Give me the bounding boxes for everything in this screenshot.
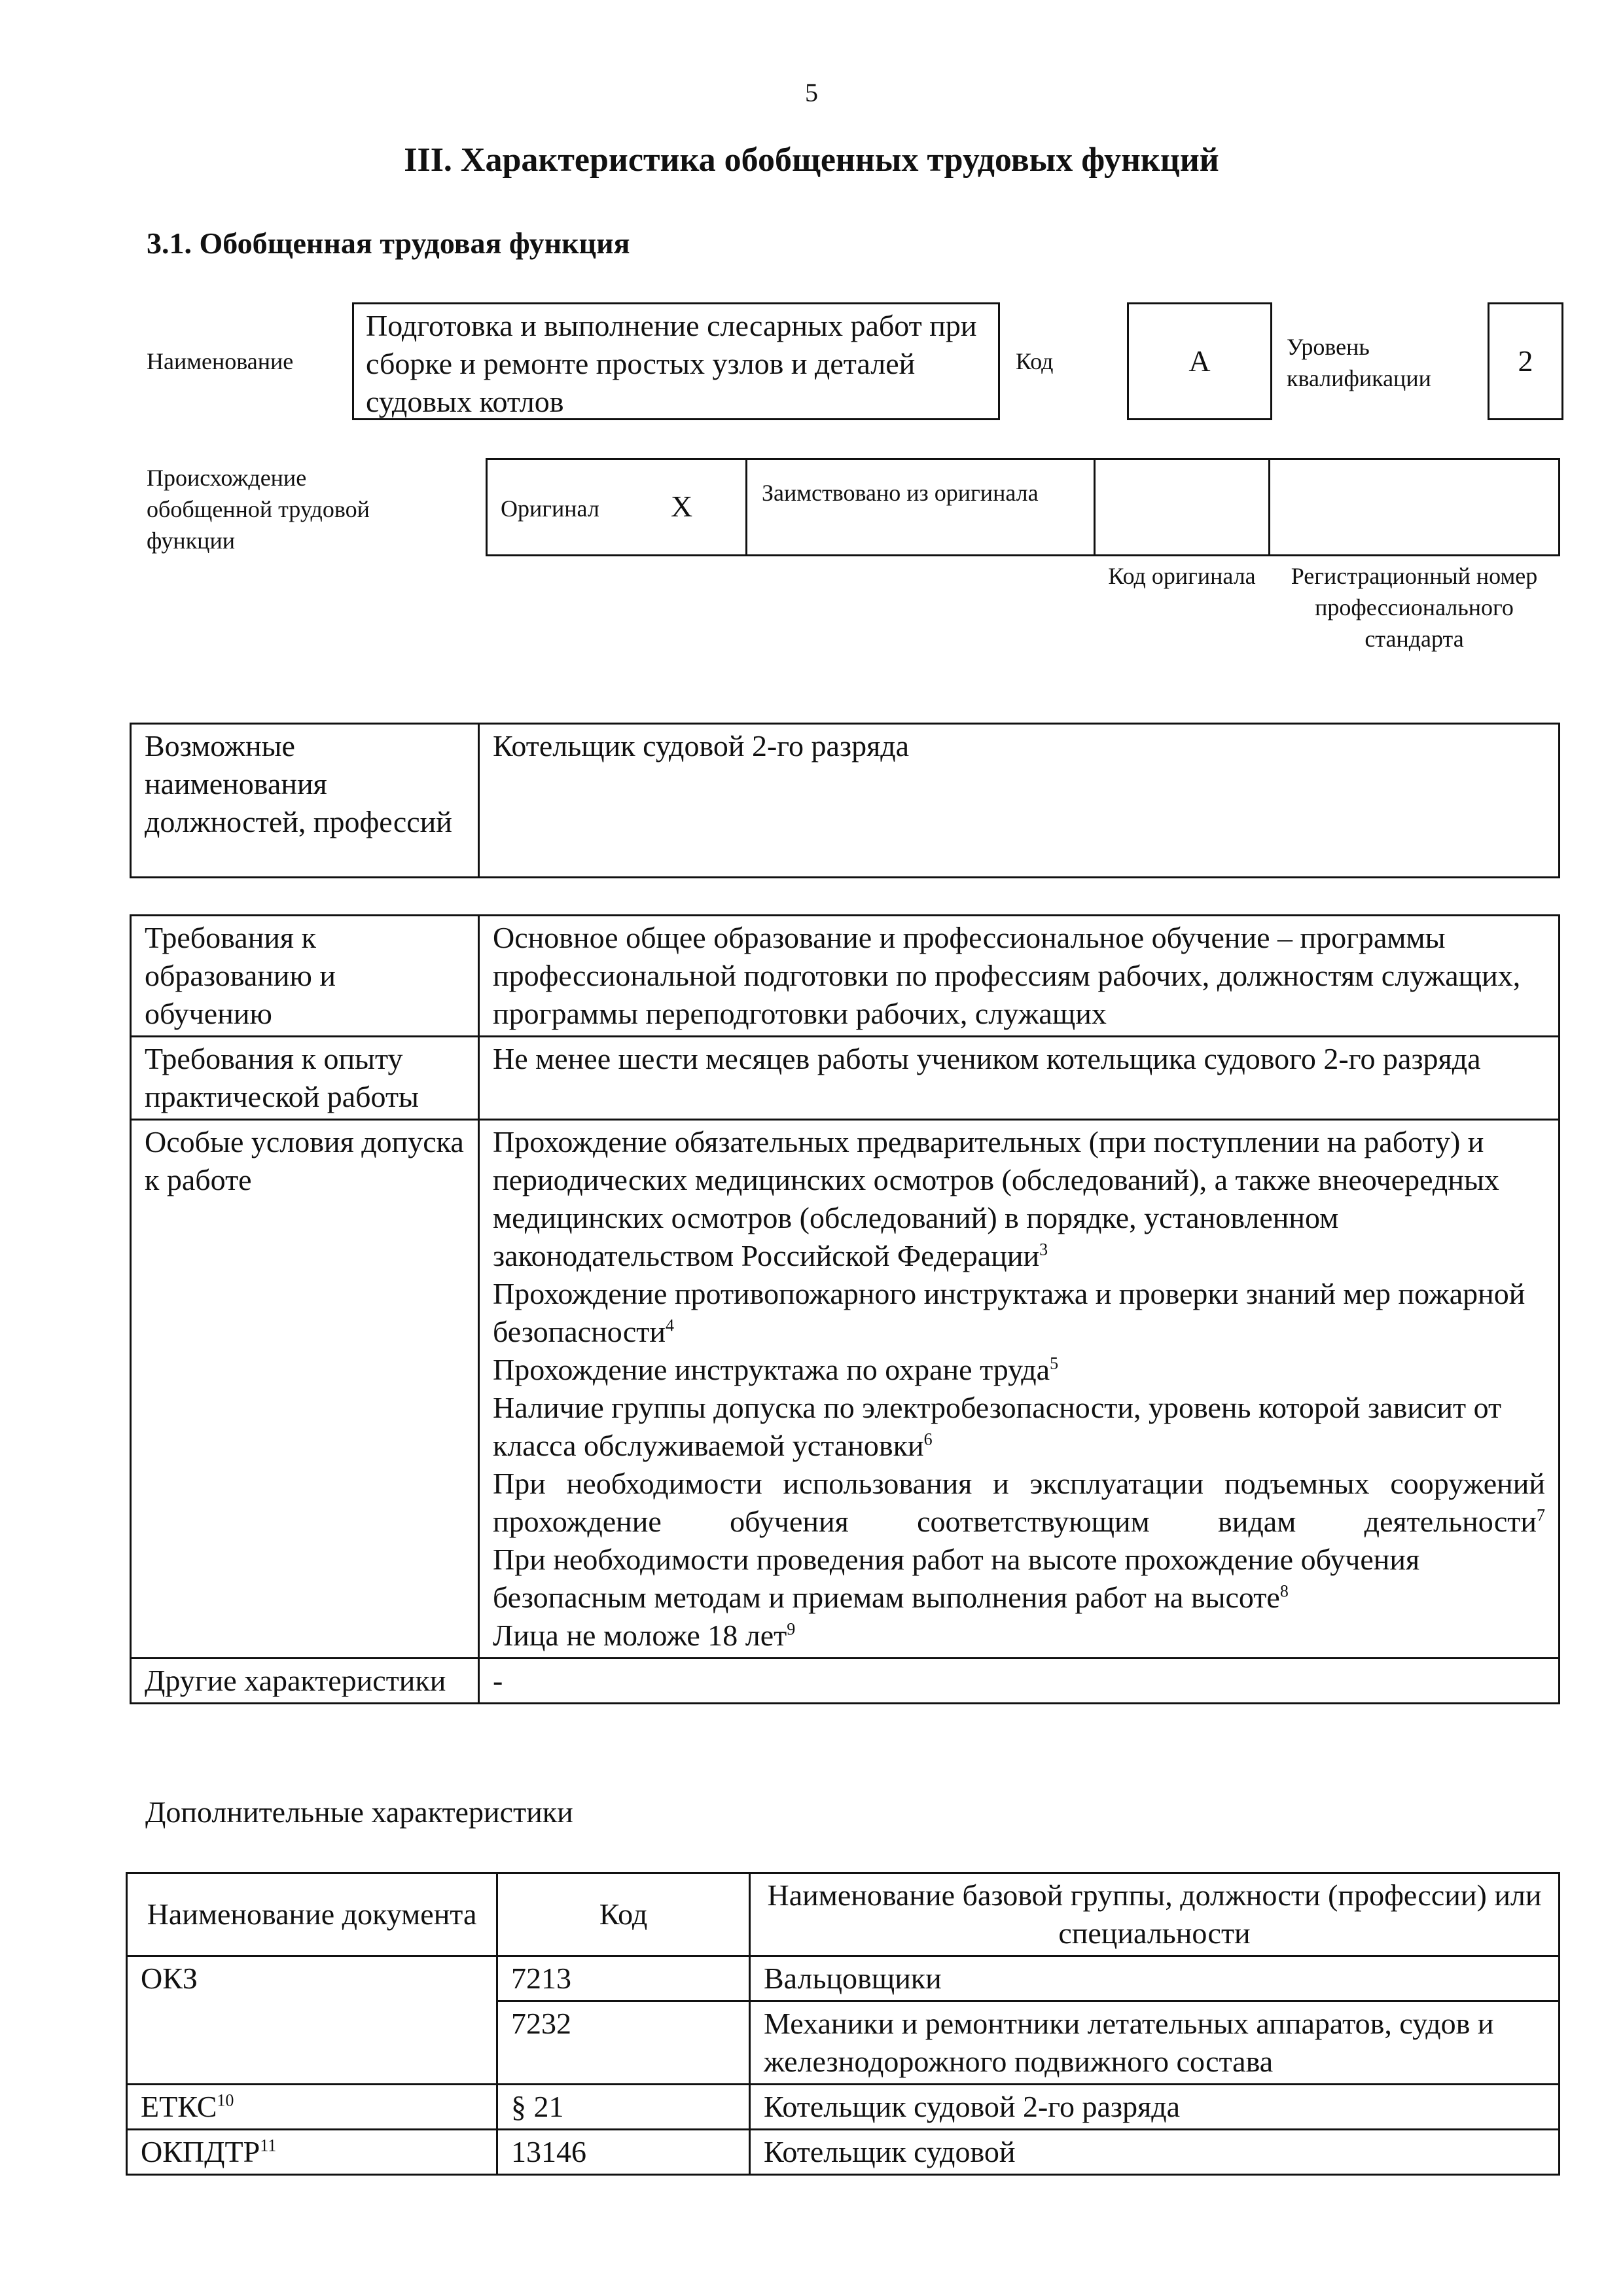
requirement-item xyxy=(493,1617,1545,1655)
table-row xyxy=(127,1956,1560,2001)
requirement-item xyxy=(493,1123,1545,1275)
header-code: Код xyxy=(497,1873,750,1956)
subsection-title: 3.1. Обобщенная трудовая функция xyxy=(147,226,630,260)
name-cell: Вальцовщики xyxy=(750,1956,1560,2001)
requirement-item-text: Прохождение противопожарного инструктажа и проверки знаний мер пожарной безопасности xyxy=(493,1277,1525,1348)
table-row xyxy=(127,2085,1560,2130)
name-cell: Котельщик судовой xyxy=(750,2130,1560,2175)
requirement-item xyxy=(493,919,1545,1033)
doc-name: ЕТКС xyxy=(141,2090,217,2123)
footnote-ref: 3 xyxy=(1039,1240,1048,1259)
page-number: 5 xyxy=(805,78,818,107)
requirement-label: Особые условия допуска к работе xyxy=(131,1120,479,1659)
requirement-item-text: - xyxy=(493,1664,503,1697)
origin-original-cell xyxy=(486,458,747,556)
origin-label: Происхождение обобщенной трудовой функции xyxy=(147,465,370,554)
footnote-ref: 4 xyxy=(666,1316,675,1335)
requirement-item-text: Не менее шести месяцев работы учеником котельщика судового 2-го разряда xyxy=(493,1042,1481,1075)
positions-value: Котельщик судовой 2-го разряда xyxy=(479,724,1560,878)
table-row xyxy=(131,1037,1560,1120)
level-value: 2 xyxy=(1518,344,1533,378)
name-label: Наименование xyxy=(147,348,294,374)
requirement-item xyxy=(493,1040,1545,1078)
requirement-label: Требования к образованию и обучению xyxy=(131,916,479,1037)
doc-cell xyxy=(127,1956,497,2085)
code-label: Код xyxy=(1016,348,1054,374)
level-label: Уровень квалификации xyxy=(1287,334,1431,391)
table-row xyxy=(131,1659,1560,1704)
table-row xyxy=(131,1120,1560,1659)
doc-name: ОКПДТР xyxy=(141,2135,260,2168)
additional-title: Дополнительные характеристики xyxy=(145,1795,573,1829)
footnote-ref: 7 xyxy=(1537,1505,1545,1525)
requirement-value xyxy=(479,1037,1560,1120)
doc-cell xyxy=(127,2085,497,2130)
origin-borrowed-cell xyxy=(745,458,1096,556)
name-cell: Механики и ремонтники летательных аппаратов, судов и железнодорожного подвижного состава xyxy=(750,2001,1560,2085)
borrowed-label: Заимствовано из оригинала xyxy=(762,480,1039,506)
requirement-item xyxy=(493,1275,1545,1351)
footnote-ref: 11 xyxy=(260,2136,277,2155)
footnote-ref: 5 xyxy=(1050,1354,1059,1373)
function-name-box xyxy=(352,302,1000,420)
name-cell: Котельщик судовой 2-го разряда xyxy=(750,2085,1560,2130)
code-cell: 13146 xyxy=(497,2130,750,2175)
requirement-value xyxy=(479,916,1560,1037)
requirement-item-text: При необходимости проведения работ на высоте прохождение обучения безопасным методам и приемам выполнения работ на высоте xyxy=(493,1543,1420,1614)
requirement-label: Другие характеристики xyxy=(131,1659,479,1704)
requirement-item xyxy=(493,1541,1545,1617)
origin-code-caption: Код оригинала xyxy=(1108,563,1256,589)
positions-label: Возможные наименования должностей, профессий xyxy=(131,724,479,878)
footnote-ref: 9 xyxy=(787,1619,796,1639)
table-row xyxy=(131,724,1560,878)
footnote-ref: 10 xyxy=(217,2090,234,2110)
requirement-item-text: Наличие группы допуска по электробезопасности, уровень которой зависит от класса обслуживаемой установки xyxy=(493,1391,1502,1462)
level-box xyxy=(1488,302,1563,420)
header-name: Наименование базовой группы, должности (профессии) или специальности xyxy=(750,1873,1560,1956)
doc-name: ОКЗ xyxy=(141,1962,198,1995)
table-row xyxy=(131,916,1560,1037)
requirement-item-text: При необходимости использования и эксплуатации подъемных сооружений прохождение обучения соответствующим видам деятельности xyxy=(493,1467,1545,1538)
header-row xyxy=(127,1873,1560,1956)
code-cell: 7213 xyxy=(497,1956,750,2001)
doc-cell xyxy=(127,2130,497,2175)
header-doc: Наименование документа xyxy=(127,1873,497,1956)
origin-reg-caption: Регистрационный номер профессионального стандарта xyxy=(1291,563,1538,652)
code-cell: § 21 xyxy=(497,2085,750,2130)
footnote-ref: 8 xyxy=(1279,1581,1289,1601)
function-name-value: Подготовка и выполнение слесарных работ при сборке и ремонте простых узлов и деталей судовых котлов xyxy=(366,309,977,418)
requirement-item xyxy=(493,1465,1545,1541)
requirement-label: Требования к опыту практической работы xyxy=(131,1037,479,1120)
requirement-item-text: Лица не моложе 18 лет xyxy=(493,1619,787,1652)
requirement-item-text: Основное общее образование и профессиональное обучение – программы профессиональной подготовки по профессиям рабочих, должностям служащих, программы переподготовки рабочих, служащих xyxy=(493,921,1521,1030)
origin-code-cell xyxy=(1094,458,1270,556)
additional-table xyxy=(126,1872,1560,2176)
code-cell: 7232 xyxy=(497,2001,750,2085)
original-label: Оригинал xyxy=(501,495,599,522)
code-box xyxy=(1127,302,1272,420)
requirements-table xyxy=(130,914,1560,1704)
code-value: A xyxy=(1188,344,1211,378)
footnote-ref: 6 xyxy=(923,1429,933,1449)
original-mark: X xyxy=(671,490,693,523)
requirement-item xyxy=(493,1662,1545,1700)
requirement-value xyxy=(479,1120,1560,1659)
positions-table xyxy=(130,723,1560,878)
requirement-item xyxy=(493,1389,1545,1465)
section-title: III. Характеристика обобщенных трудовых функций xyxy=(404,141,1219,179)
table-row xyxy=(127,2130,1560,2175)
requirement-value xyxy=(479,1659,1560,1704)
requirement-item xyxy=(493,1351,1545,1389)
requirement-item-text: Прохождение обязательных предварительных (при поступлении на работу) и периодических медицинских осмотров (обследований), а также внеочередных медицинских осмотров (обследований) в порядке, установленном законодательством Российской Федерации xyxy=(493,1125,1499,1272)
requirement-item-text: Прохождение инструктажа по охране труда xyxy=(493,1353,1050,1386)
origin-reg-cell xyxy=(1268,458,1560,556)
